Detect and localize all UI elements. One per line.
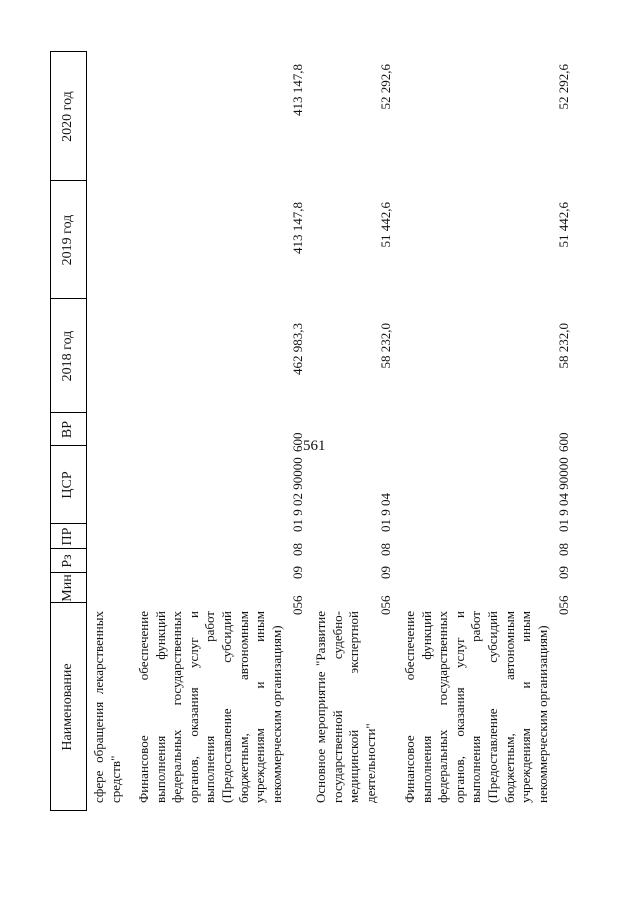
row-name: Финансовое обеспечение выполнения функций федеральных государственных органов, оказания услуг и выполнения работ (Предоставление субсидий бюджетным, автономным учреждениям и иным некоммерческим организациям): [402, 611, 550, 803]
row-csr: 01 9 04: [378, 493, 393, 532]
row-rz: 09: [378, 566, 393, 579]
header-2020: 2020 год: [60, 91, 75, 142]
row-min: 056: [290, 595, 305, 615]
header-csr: ЦСР: [60, 471, 75, 499]
header-rz: Рз: [60, 554, 75, 568]
row-2018: 58 232,0: [556, 323, 571, 369]
row-2020: 52 292,6: [556, 64, 571, 110]
budget-table: [50, 51, 593, 811]
row-rz: 09: [290, 566, 305, 579]
row-csr: 01 9 04 90000: [556, 457, 571, 532]
row-2020: 52 292,6: [378, 64, 393, 110]
row-name: Основное мероприятие "Развитие государственной судебно-медицинской экспертной деятельности": [313, 611, 378, 803]
row-pr: 08: [378, 543, 393, 556]
row-pr: 08: [556, 543, 571, 556]
row-rz: 09: [556, 566, 571, 579]
row-2019: 51 442,6: [556, 202, 571, 248]
row-name: сфере обращения лекарственных средств": [91, 611, 123, 803]
header-2018: 2018 год: [60, 330, 75, 382]
row-2018: 462 983,3: [290, 323, 305, 375]
header-bottom-border: [86, 51, 87, 811]
row-min: 056: [378, 595, 393, 615]
row-2019: 51 442,6: [378, 202, 393, 248]
page-number: 561: [303, 438, 326, 454]
header-name: Наименование: [60, 663, 75, 751]
header-vr: ВР: [60, 420, 75, 439]
row-2018: 58 232,0: [378, 323, 393, 369]
row-vr: 600: [290, 432, 305, 452]
header-min: Мин: [60, 574, 75, 602]
row-2019: 413 147,8: [290, 202, 305, 254]
row-2020: 413 147,8: [290, 64, 305, 116]
header-2019: 2019 год: [60, 214, 75, 266]
row-vr: 600: [556, 432, 571, 452]
row-pr: 08: [290, 543, 305, 556]
row-csr: 01 9 02 90000: [290, 457, 305, 532]
header-pr: ПР: [60, 527, 75, 546]
row-min: 056: [556, 595, 571, 615]
row-name: Финансовое обеспечение выполнения функций федеральных государственных органов, оказания услуг и выполнения работ (Предоставление субсидий бюджетным, автономным учреждениям и иным некоммерческим организациям): [136, 611, 284, 803]
